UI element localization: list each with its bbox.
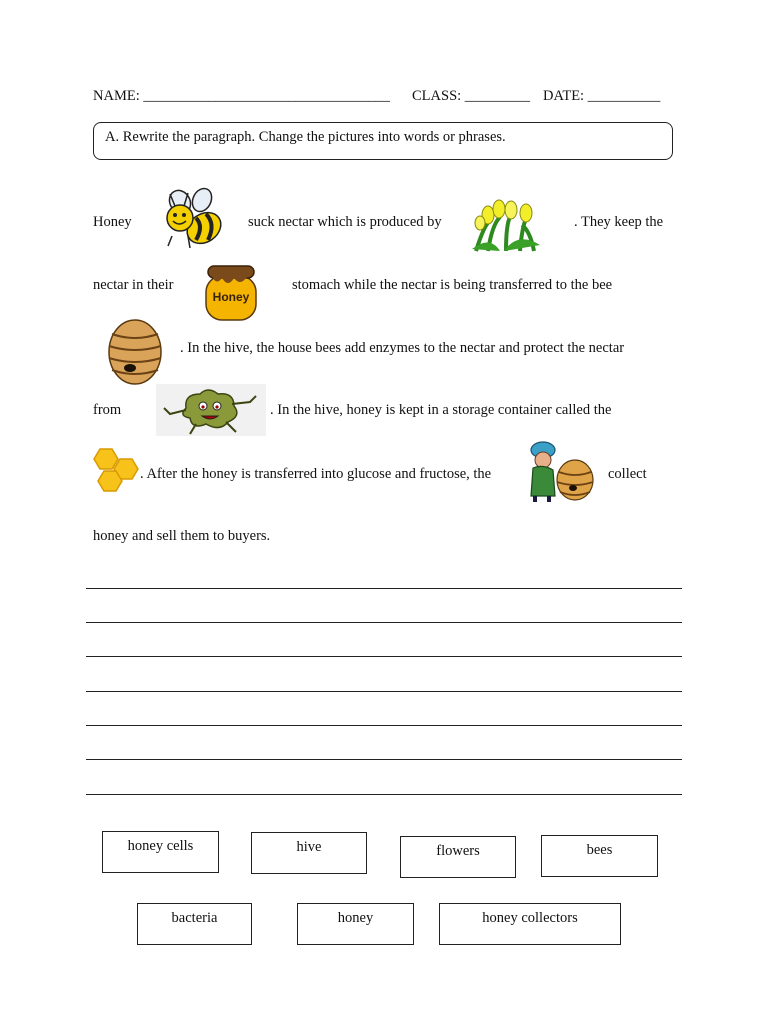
honey-pot-icon <box>200 262 262 324</box>
beehive-icon <box>106 318 164 386</box>
bee-icon <box>160 188 226 252</box>
word-bank-item: honey cells <box>102 831 219 873</box>
word-bank-item: bees <box>541 835 658 877</box>
flowers-icon <box>470 195 542 251</box>
writing-line[interactable] <box>86 725 682 726</box>
bacteria-icon <box>156 384 266 436</box>
paragraph-text: suck nectar which is produced by <box>248 214 442 230</box>
paragraph-text: . In the hive, the house bees add enzymes to the nectar and protect the nectar <box>180 340 625 356</box>
writing-line[interactable] <box>86 622 682 623</box>
word-bank-item: hive <box>251 832 367 874</box>
instruction-box <box>93 122 673 160</box>
honeycomb-icon <box>86 445 140 493</box>
word-bank-item: honey collectors <box>439 903 621 945</box>
beekeeper-icon <box>525 440 595 502</box>
paragraph-text: collect <box>608 466 647 482</box>
paragraph-text: stomach while the nectar is being transferred to the bee <box>292 277 613 293</box>
paragraph-text: . In the hive, honey is kept in a storage container called the <box>270 402 612 418</box>
writing-line[interactable] <box>86 588 682 589</box>
paragraph-text: . After the honey is transferred into glucose and fructose, the <box>140 466 492 482</box>
paragraph-text: from <box>93 402 122 418</box>
paragraph-text: nectar in their <box>93 277 174 293</box>
instruction-text: A. Rewrite the paragraph. Change the pictures into words or phrases. <box>105 129 506 145</box>
word-bank-item: flowers <box>400 836 516 878</box>
class-field[interactable]: CLASS: _________ <box>412 88 531 104</box>
word-bank-item: bacteria <box>137 903 252 945</box>
name-field[interactable]: NAME: __________________________________ <box>93 88 390 104</box>
writing-line[interactable] <box>86 794 682 795</box>
paragraph-text: Honey <box>93 214 132 230</box>
paragraph-text: honey and sell them to buyers. <box>93 528 271 544</box>
word-bank-item: honey <box>297 903 414 945</box>
date-field[interactable]: DATE: __________ <box>543 88 661 104</box>
writing-line[interactable] <box>86 759 682 760</box>
honey-pot-label: Honey <box>212 290 250 304</box>
writing-line[interactable] <box>86 691 682 692</box>
writing-line[interactable] <box>86 656 682 657</box>
paragraph-text: . They keep the <box>574 214 664 230</box>
